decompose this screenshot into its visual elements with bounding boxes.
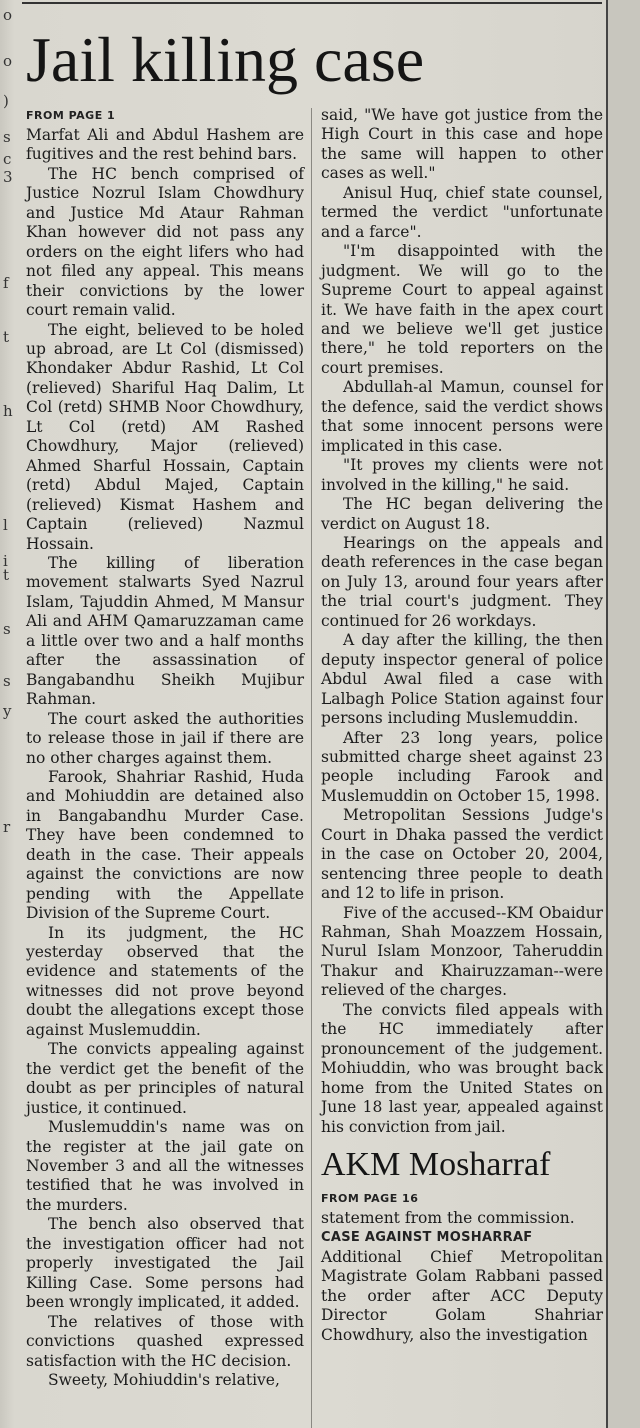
margin-glyph: s: [3, 620, 11, 638]
left-column: [26, 106, 304, 1390]
right-column: [321, 106, 603, 1345]
article-paragraph: The eight, believed to be holed up abroad, are Lt Col (dismissed) Khondaker Abdur Rashid, Lt Col (relieved) Shariful Haq Dalim, Lt Col (retd) SHMB Noor Chowdhury, Lt Col (retd) AM Rashed Chowdhury, Major (relieved) Ahmed Sharful Hossain, Captain (retd) Abdul Majed, Captain (relieved) Kismat Hashem and Captain (relieved) Nazmul Hossain.: [26, 320, 304, 553]
article-paragraph: Muslemuddin's name was on the register at the jail gate on November 3 and all the witnesses testified that he was involved in the murders.: [26, 1118, 304, 1214]
margin-glyph: i: [3, 552, 8, 570]
article-paragraph: Farook, Shahriar Rashid, Huda and Mohiuddin are detained also in Bangabandhu Murder Case. They have been condemned to death in the case. Their appeals against the convictions are now pending with the Appellate Division of the Supreme Court.: [26, 767, 304, 923]
second-story-subhead: CASE AGAINST MOSHARRAF: [321, 1230, 533, 1246]
article-paragraph: The HC began delivering the verdict on August 18.: [321, 495, 603, 533]
article-paragraph: said, "We have got justice from the High Court in this case and hope the same will happen to other cases as well.": [321, 106, 603, 183]
margin-glyph: y: [3, 702, 12, 720]
margin-glyph: 3: [3, 168, 13, 186]
story-headline: Jail killing case: [26, 24, 425, 95]
article-paragraph: Five of the accused--KM Obaidur Rahman, Shah Moazzem Hossain, Nurul Islam Monzoor, Taheruddin Thakur and Khairuzzaman--were relieved of the charges.: [321, 903, 603, 1000]
margin-glyph: s: [3, 672, 11, 690]
article-paragraph: Sweety, Mohiuddin's relative,: [48, 1371, 280, 1389]
margin-glyph: o: [3, 6, 13, 24]
article-paragraph: "I'm disappointed with the judgment. We will go to the Supreme Court to appeal against it. We have faith in the apex court and we believe we'll get justice there," he told reporters on the court premises.: [321, 242, 603, 377]
margin-glyph: s: [3, 128, 11, 146]
left-margin-fragments: [0, 0, 20, 1428]
article-paragraph: Hearings on the appeals and death references in the case began on July 13, around four years after the trial court's judgment. They continued for 26 workdays.: [321, 533, 603, 630]
article-paragraph: Anisul Huq, chief state counsel, termed the verdict "unfortunate and a farce".: [321, 183, 603, 241]
margin-glyph: t: [3, 328, 10, 346]
article-paragraph: "It proves my clients were not involved in the killing," he said.: [321, 456, 603, 494]
margin-glyph: c: [3, 150, 12, 168]
margin-glyph: t: [3, 566, 10, 584]
article-paragraph: The convicts appealing against the verdict get the benefit of the doubt as per principles of natural justice, it continued.: [26, 1040, 304, 1117]
article-paragraph: In its judgment, the HC yesterday observed that the evidence and statements of the witnesses did not prove beyond doubt the allegations except those against Muslemuddin.: [26, 923, 304, 1039]
article-paragraph: The HC bench comprised of Justice Nozrul Islam Chowdhury and Justice Md Ataur Rahman Khan however did not pass any orders on the eight lifers who had not filed any appeal. This means their convictions by the lower court remain valid.: [26, 164, 304, 320]
continued-from-label: FROM PAGE 1: [26, 109, 116, 122]
article-paragraph: The killing of liberation movement stalwarts Syed Nazrul Islam, Tajuddin Ahmed, M Mansur Ali and AHM Qamaruzzaman came a little over two and a half months after the assassination of Bangabandhu Sheikh Mujibur Rahman.: [26, 553, 304, 709]
article-paragraph: The convicts filed appeals with the HC immediately after pronouncement of the judgement. Mohiuddin, who was brought back home from the United States on June 18 last year, appealed against his conviction from jail.: [321, 1000, 603, 1136]
article-paragraph: Marfat Ali and Abdul Hashem are fugitives and the rest behind bars.: [26, 126, 304, 164]
margin-glyph: f: [3, 274, 9, 292]
margin-glyph: h: [3, 402, 13, 420]
article-paragraph: Metropolitan Sessions Judge's Court in Dhaka passed the verdict in the case on October 20, 2004, sentencing three people to death and 12 to life in prison.: [321, 806, 603, 903]
right-margin: [608, 0, 640, 1428]
top-rule: [22, 2, 602, 4]
article-paragraph: The relatives of those with convictions quashed expressed satisfaction with the HC decision.: [26, 1312, 304, 1370]
column-divider: [311, 108, 312, 1428]
margin-glyph: ): [3, 92, 9, 110]
margin-glyph: o: [3, 52, 13, 70]
second-story-headline: AKM Mosharraf: [321, 1146, 551, 1184]
article-paragraph: After 23 long years, police submitted charge sheet against 23 people including Farook and Muslemuddin on October 15, 1998.: [321, 728, 603, 805]
second-story-continued-label: FROM PAGE 16: [321, 1192, 419, 1206]
second-story-paragraph: Additional Chief Metropolitan Magistrate Golam Rabbani passed the order after ACC Deputy Director Golam Shahriar Chowdhury, also the investigation: [321, 1247, 603, 1344]
article-paragraph: The court asked the authorities to release those in jail if there are no other charges against them.: [26, 709, 304, 767]
article-paragraph: The bench also observed that the investigation officer had not properly investigated the Jail Killing Case. Some persons had been wrongly implicated, it added.: [26, 1215, 304, 1312]
second-story-lead: statement from the commission.: [321, 1209, 575, 1228]
article-paragraph: Abdullah-al Mamun, counsel for the defence, said the verdict shows that some innocent persons were implicated in this case.: [321, 378, 603, 455]
margin-glyph: l: [3, 516, 8, 534]
article-paragraph: A day after the killing, the then deputy inspector general of police Abdul Awal filed a case with Lalbagh Police Station against four persons including Muslemuddin.: [321, 631, 603, 728]
margin-glyph: r: [3, 818, 11, 836]
